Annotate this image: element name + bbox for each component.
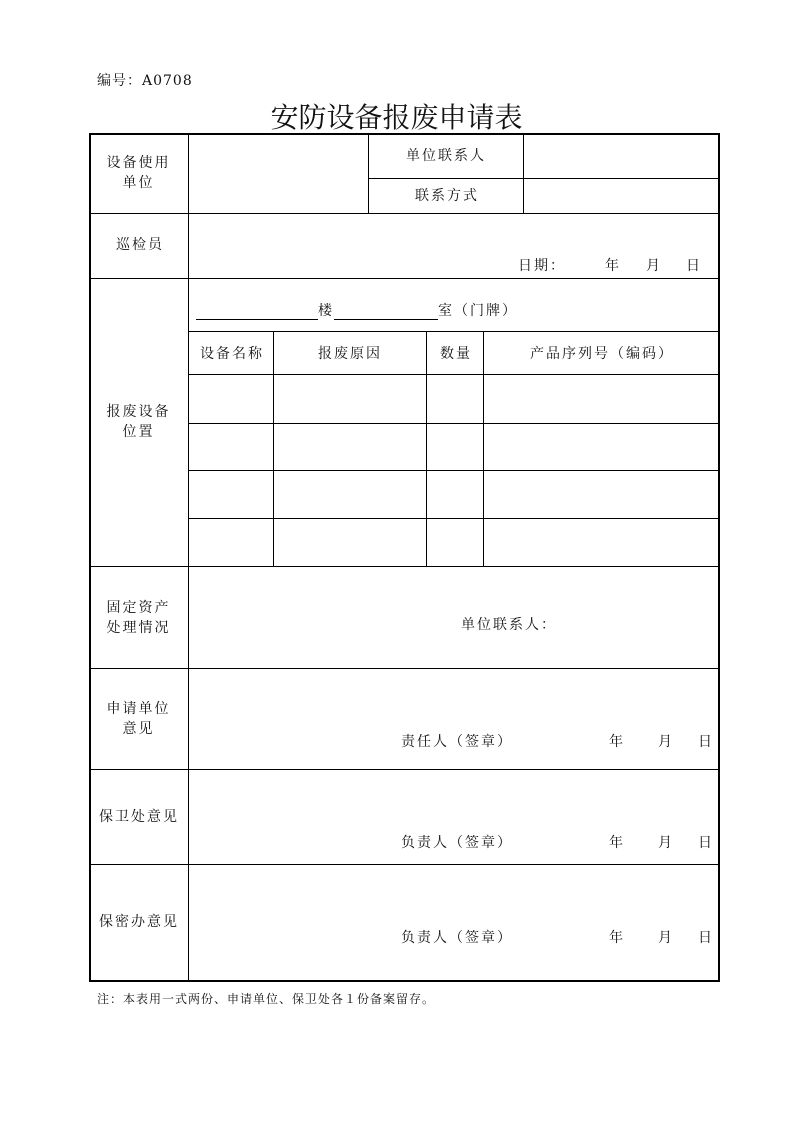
inspector-label: 巡检员	[116, 237, 164, 253]
contact-method-label: 联系方式	[415, 188, 479, 204]
inspector-field[interactable]	[189, 214, 718, 254]
table-cell[interactable]	[189, 375, 273, 423]
asset-label: 固定资产 处理情况	[106, 600, 171, 636]
security-day: 日	[698, 835, 714, 851]
security-sign-label: 负责人（签章）	[401, 835, 513, 851]
table-cell[interactable]	[484, 424, 718, 470]
unit-field[interactable]	[189, 134, 367, 212]
table-cell[interactable]	[427, 424, 483, 470]
apply-month: 月	[658, 734, 674, 750]
header-reason: 报废原因	[318, 346, 382, 362]
confidential-opinion-label: 保密办意见	[99, 914, 179, 930]
inspection-date-label: 日期：	[518, 258, 566, 274]
page-title: 安防设备报废申请表	[270, 101, 523, 134]
apply-day: 日	[698, 734, 714, 750]
unit-label: 设备使用 单位	[106, 155, 171, 191]
security-opinion-field[interactable]	[189, 770, 718, 825]
inspection-year: 年	[605, 258, 621, 274]
table-cell[interactable]	[274, 471, 426, 518]
security-year: 年	[609, 835, 625, 851]
building-room-line: 楼 室（门牌）	[196, 302, 518, 320]
table-cell[interactable]	[189, 471, 273, 518]
security-opinion-label: 保卫处意见	[99, 809, 179, 825]
form-code: 编号：A0708	[97, 73, 193, 89]
table-cell[interactable]	[274, 424, 426, 470]
contact-method-field[interactable]	[524, 179, 718, 213]
unit-contact-field[interactable]	[524, 134, 718, 178]
location-label: 报废设备 位置	[106, 404, 171, 440]
confidential-month: 月	[658, 930, 674, 946]
confidential-year: 年	[609, 930, 625, 946]
apply-sign-label: 责任人（签章）	[401, 734, 513, 750]
table-cell[interactable]	[484, 519, 718, 566]
inspection-month: 月	[646, 258, 662, 274]
inspection-day: 日	[686, 258, 702, 274]
room-input[interactable]	[334, 304, 438, 320]
confidential-opinion-field[interactable]	[189, 865, 718, 920]
building-input[interactable]	[196, 304, 318, 320]
unit-contact-label: 单位联系人	[406, 148, 486, 164]
table-cell[interactable]	[274, 375, 426, 423]
security-month: 月	[658, 835, 674, 851]
asset-contact-label: 单位联系人：	[461, 617, 557, 633]
table-cell[interactable]	[427, 375, 483, 423]
table-cell[interactable]	[189, 519, 273, 566]
table-cell[interactable]	[189, 424, 273, 470]
table-cell[interactable]	[427, 519, 483, 566]
confidential-sign-label: 负责人（签章）	[401, 930, 513, 946]
footnote: 注：本表用一式两份、申请单位、保卫处各１份备案留存。	[97, 992, 436, 1006]
apply-opinion-field[interactable]	[189, 669, 718, 724]
apply-year: 年	[609, 734, 625, 750]
table-cell[interactable]	[484, 471, 718, 518]
table-cell[interactable]	[274, 519, 426, 566]
confidential-day: 日	[698, 930, 714, 946]
apply-opinion-label: 申请单位 意见	[106, 701, 171, 737]
header-quantity: 数量	[440, 346, 472, 362]
header-serial-number: 产品序列号（编码）	[530, 346, 674, 362]
header-device-name: 设备名称	[200, 346, 264, 362]
table-cell[interactable]	[427, 471, 483, 518]
table-cell[interactable]	[484, 375, 718, 423]
